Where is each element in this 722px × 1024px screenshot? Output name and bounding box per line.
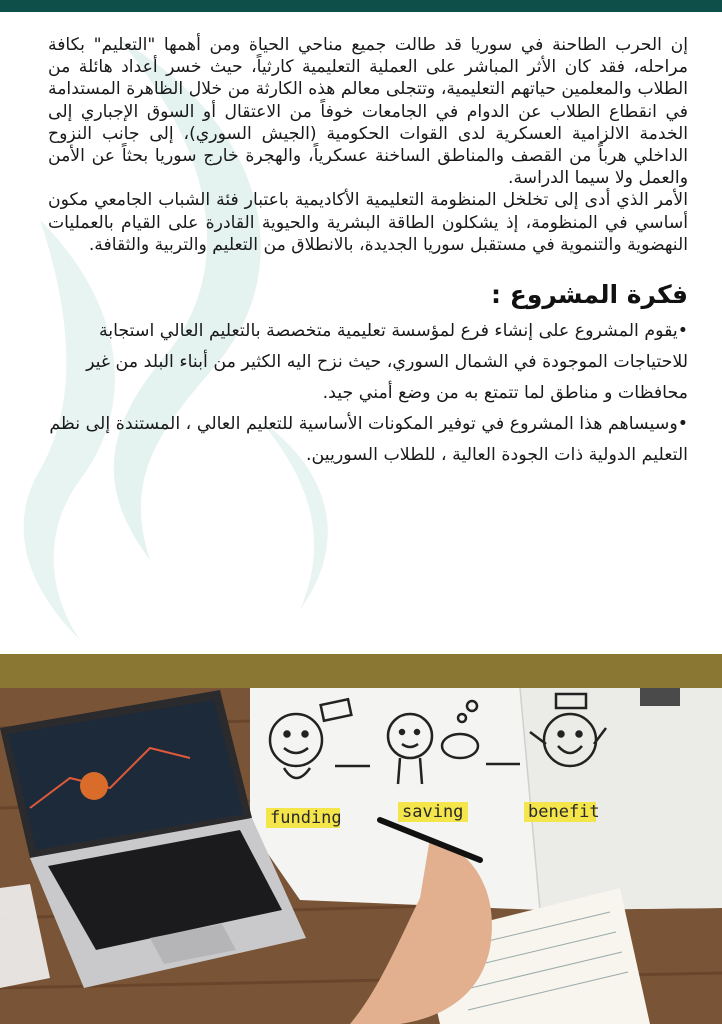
saving-label: saving bbox=[402, 802, 464, 822]
benefit-label: benefit bbox=[528, 802, 600, 822]
bullet-item-2: •وسيساهم هذا المشروع في توفير المكونات الأساسية للتعليم العالي ، المستندة إلى نظم التعليم الدولية ذات الجودة العالية ، للطلاب السوريين. bbox=[49, 414, 688, 466]
section-title: فكرة المشروع : bbox=[491, 280, 688, 310]
gold-band bbox=[0, 654, 722, 688]
bullet-list bbox=[48, 316, 688, 471]
funding-label: funding bbox=[270, 808, 342, 828]
intro-section bbox=[48, 34, 688, 256]
bullet-item-1: •يقوم المشروع على إنشاء فرع لمؤسسة تعليمية متخصصة بالتعليم العالي استجابة للاحتياجات الموجودة في الشمال السوري، حيث نزح اليه الكثير من أبناء البلد من غير محافظات و مناطق لما تتمتع به من وضع أمني جيد. bbox=[86, 321, 688, 404]
article-text bbox=[48, 34, 688, 471]
intro-paragraph-1: إن الحرب الطاحنة في سوريا قد طالت جميع مناحي الحياة ومن أهمها "التعليم" بكافة مراحله، فقد كان الأثر المباشر على العملية التعليمية كارثياً، حيث خسر أعداد هائلة من الطلاب والمعلمين حياتهم التعليمية، وتتجلى معالم هذه الكارثة من خلال الظاهرة المستدامة في انقطاع الطلاب عن الدوام في الجامعات خوفاً من الاعتقال أو السوق الإجباري إلى الخدمة الالزامية العسكرية لدى القوات الحكومية (الجيش السوري)، إلى جانب النزوح الداخلي هرباً من القصف والمناطق الساخنة عسكرياً، والهجرة خارج سوريا بحثاً عن الأمن والعمل ولا سيما الدراسة. bbox=[48, 35, 688, 189]
desk-photo bbox=[0, 688, 722, 1024]
intro-paragraph-2: الأمر الذي أدى إلى تخلخل المنظومة التعليمية الأكاديمية باعتبار فئة الشباب الجامعي مكون أساسي في المنظومة، إذ يشكلون الطاقة البشرية والحيوية القادرة على القيام بالعمليات النهضوية والتنموية في مستقبل سوريا الجديدة، بالانطلاق من التعليم والتربية والثقافة. bbox=[48, 190, 688, 255]
